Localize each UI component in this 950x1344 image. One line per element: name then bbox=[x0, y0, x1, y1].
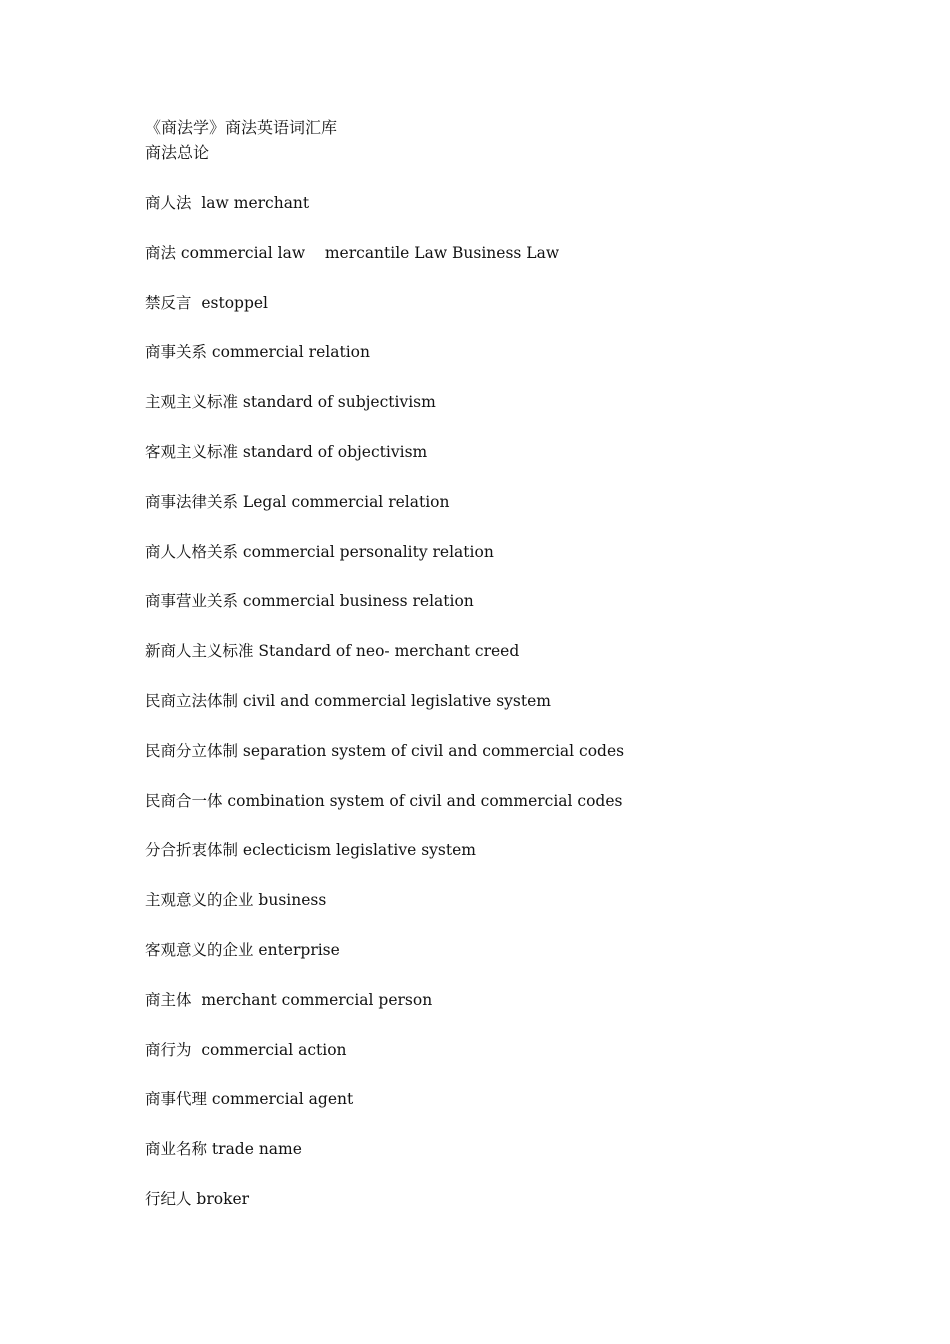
glossary-entry: 商事营业关系 commercial business relation bbox=[145, 592, 474, 611]
glossary-entry: 商法 commercial law mercantile Law Business Law bbox=[145, 243, 560, 262]
glossary-entry: 商事代理 commercial agent bbox=[145, 1090, 354, 1109]
glossary-entry: 商行为 commercial action bbox=[145, 1040, 347, 1059]
glossary-entry: 商人法 law merchant bbox=[145, 194, 310, 212]
glossary-entry: 行纪人 broker bbox=[145, 1189, 250, 1208]
glossary-entry: 商主体 merchant commercial person bbox=[145, 990, 433, 1009]
glossary-entry: 主观主义标准 standard of subjectivism bbox=[145, 393, 436, 412]
document-title: 《商法学》商法英语词汇库 bbox=[145, 118, 338, 137]
glossary-entry: 禁反言 estoppel bbox=[145, 293, 269, 312]
section-title: 商法总论 bbox=[145, 143, 210, 162]
glossary-entry: 商人人格关系 commercial personality relation bbox=[145, 542, 494, 561]
glossary-entry: 民商立法体制 civil and commercial legislative system bbox=[145, 691, 551, 710]
glossary-entry: 民商合一体 combination system of civil and commercial codes bbox=[145, 791, 623, 810]
glossary-entry: 商业名称 trade name bbox=[145, 1140, 302, 1159]
glossary-entry: 客观主义标准 standard of objectivism bbox=[145, 442, 428, 461]
glossary-entry: 客观意义的企业 enterprise bbox=[145, 940, 340, 959]
glossary-entry: 商事法律关系 Legal commercial relation bbox=[145, 492, 450, 511]
glossary-entry: 主观意义的企业 business bbox=[145, 891, 327, 910]
glossary-list bbox=[145, 192, 624, 1238]
glossary-entry: 商事关系 commercial relation bbox=[145, 343, 370, 362]
glossary-entry: 分合折衷体制 eclecticism legislative system bbox=[145, 841, 476, 860]
glossary-entry: 民商分立体制 separation system of civil and commercial codes bbox=[145, 741, 625, 760]
glossary-entry: 新商人主义标准 Standard of neo- merchant creed bbox=[145, 642, 520, 661]
